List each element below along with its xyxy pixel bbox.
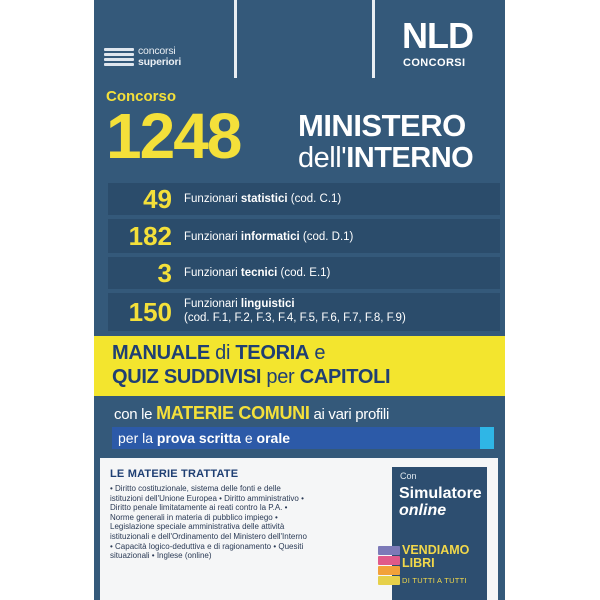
list-item: • Diritto costituzionale, sistema delle fonti e delle bbox=[110, 484, 281, 493]
role-text: Funzionari tecnici (cod. E.1) bbox=[184, 267, 331, 279]
role-count: 150 bbox=[128, 297, 172, 327]
role-row bbox=[108, 293, 500, 331]
banner-line-2: QUIZ SUDDIVISI per CAPITOLI bbox=[112, 366, 391, 388]
simulator-con: Con bbox=[400, 471, 417, 481]
vendiamo-line-2: LIBRI bbox=[402, 556, 435, 570]
banner-line-1: MANUALE di TEORIA e bbox=[112, 342, 326, 364]
role-count: 182 bbox=[128, 221, 172, 251]
nld-logo-subtitle: CONCORSI bbox=[403, 57, 466, 69]
concorso-label: Concorso bbox=[106, 88, 177, 105]
vendiamo-libri-watermark bbox=[378, 540, 500, 600]
role-row bbox=[108, 183, 500, 215]
list-item: istituzionali e dell'Ordinamento del Ministero dell'Interno bbox=[110, 531, 307, 541]
ministry-line-1: MINISTERO bbox=[298, 108, 466, 143]
subjects-list bbox=[110, 484, 375, 561]
list-item: istituzioni dell'Unione Europea • Diritto amministrativo • bbox=[110, 493, 304, 503]
prova-bar: per la prova scritta e orale bbox=[112, 427, 480, 449]
role-count: 49 bbox=[143, 184, 172, 214]
role-row bbox=[108, 219, 500, 253]
logo-line-2: superiori bbox=[138, 56, 182, 68]
role-count: 3 bbox=[157, 258, 172, 288]
ministry-line-2: dell'INTERNO bbox=[298, 142, 474, 174]
vendiamo-line-1: VENDIAMO bbox=[402, 543, 470, 557]
role-row bbox=[108, 257, 500, 289]
list-item: Diritto penale limitatamente ai reati contro la P.A. • bbox=[110, 503, 288, 513]
role-text: Funzionari statistici (cod. C.1) bbox=[184, 193, 342, 205]
positions-number: 1248 bbox=[106, 100, 241, 172]
materie-comuni-line: con le MATERIE COMUNI ai vari profili bbox=[114, 403, 389, 423]
title-banner bbox=[94, 336, 505, 396]
simulator-subtitle: online bbox=[399, 502, 447, 519]
books-icon bbox=[378, 546, 400, 586]
divider-line bbox=[234, 0, 237, 78]
vendiamo-line-3: DI TUTTI A TUTTI bbox=[402, 576, 467, 585]
role-text: Funzionari linguistici (cod. F.1, F.2, F.3, F.4, F.5, F.6, F.7, F.8, F.9) bbox=[184, 298, 406, 324]
accent-block bbox=[480, 427, 494, 449]
divider-line bbox=[372, 0, 375, 78]
simulator-title: Simulatore bbox=[399, 485, 482, 502]
list-item: • Capacità logico-deduttiva e di ragionamento • Quesiti bbox=[110, 541, 304, 551]
list-item: situazionali • Inglese (online) bbox=[110, 551, 212, 561]
list-item: Norme generali in materia di pubblico impiego • bbox=[110, 512, 278, 522]
role-text: Funzionari informatici (cod. D.1) bbox=[184, 231, 354, 243]
stripes-icon bbox=[104, 48, 134, 70]
logo-line-1: concorsi bbox=[138, 45, 176, 57]
subjects-title: LE MATERIE TRATTATE bbox=[110, 468, 239, 480]
concorsi-superiori-logo bbox=[104, 46, 194, 72]
list-item: Legislazione speciale amministrativa delle attività bbox=[110, 522, 285, 532]
book-cover bbox=[94, 0, 505, 600]
nld-logo: NLD bbox=[402, 15, 473, 56]
